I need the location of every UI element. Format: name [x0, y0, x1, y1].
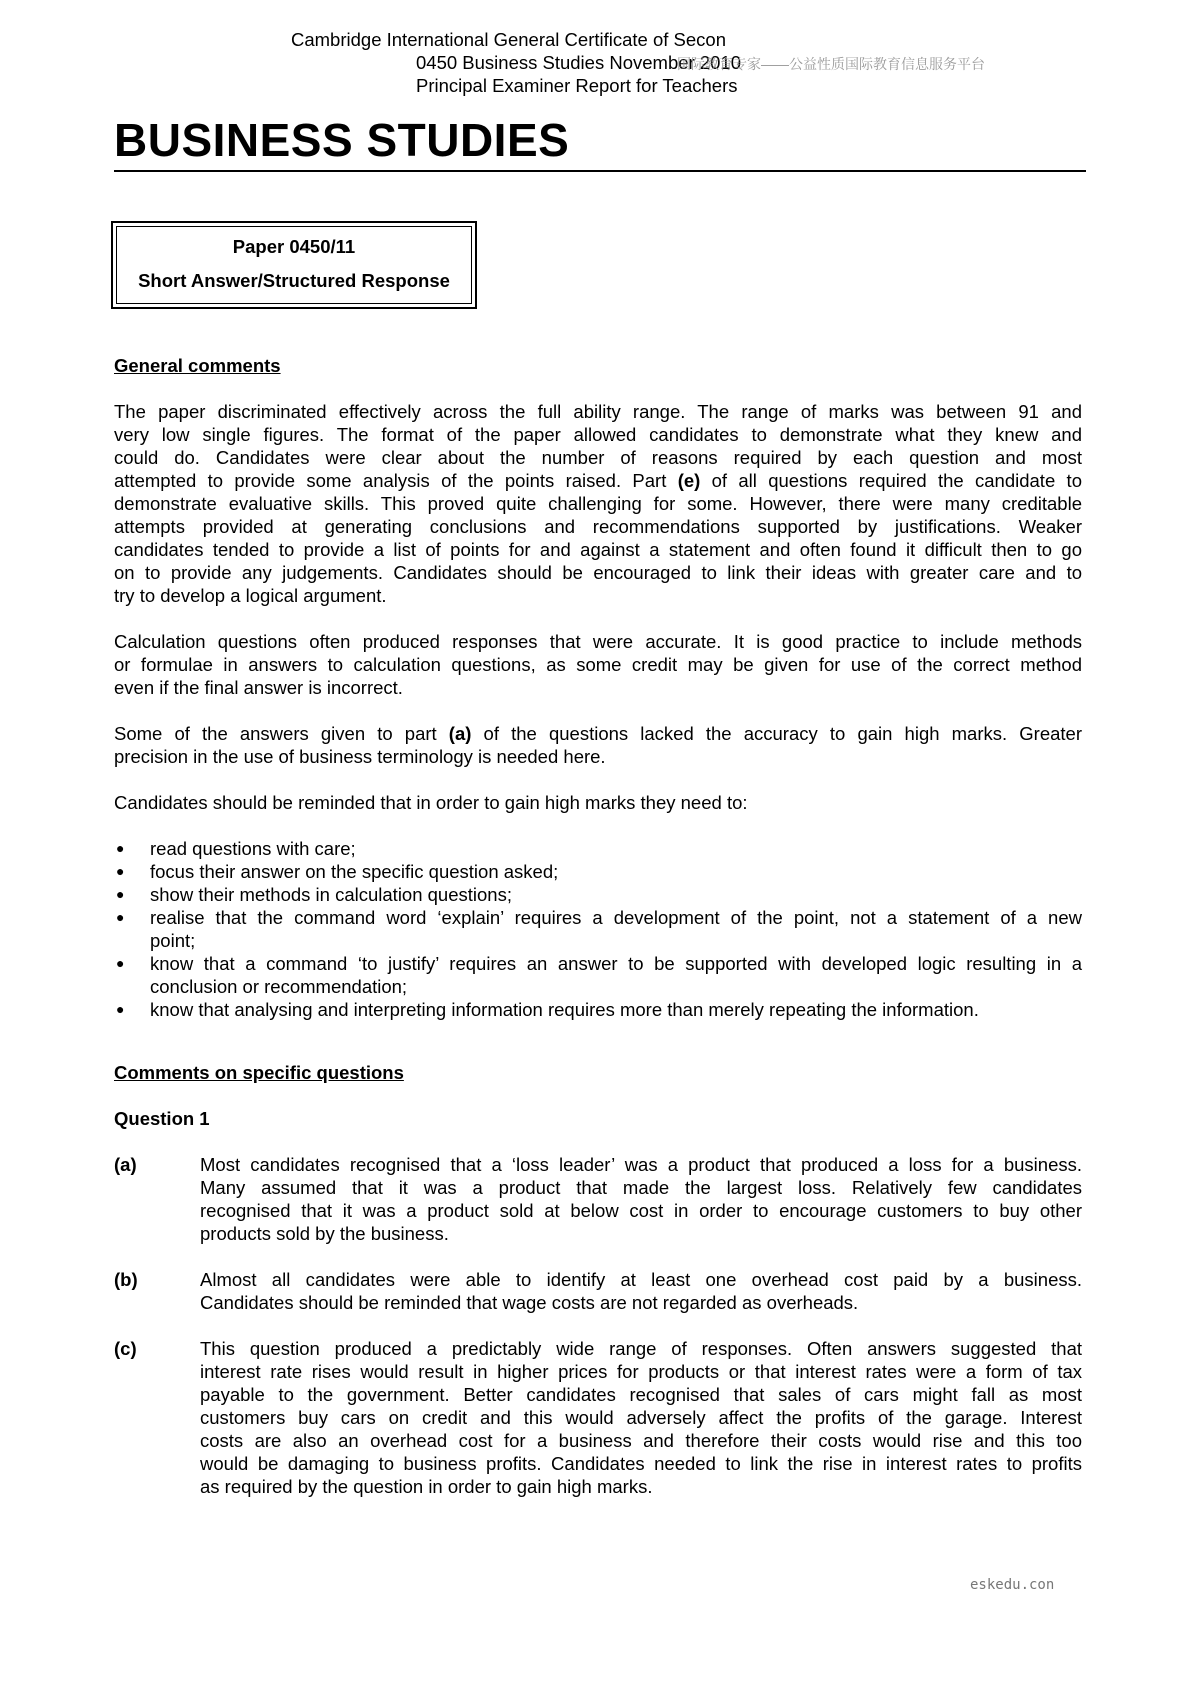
question-part-label: (a) — [114, 1154, 137, 1175]
paragraph-line: demonstrate evaluative skills. This proved quite challenging for some. However, there were many creditable — [114, 493, 1082, 514]
list-item-text: know that a command ‘to justify’ requires an answer to be supported with developed logic resulting in a — [150, 953, 1082, 974]
bullet-icon: ● — [116, 863, 125, 879]
paragraph-line: costs are also an overhead cost for a business and therefore their costs would rise and this too — [200, 1430, 1082, 1451]
paragraph-line: or formulae in answers to calculation questions, as some credit may be given for use of the correct method — [114, 654, 1082, 675]
bullet-icon: ● — [116, 955, 125, 971]
paper-type: Short Answer/Structured Response — [138, 270, 450, 291]
paragraph-line: on to provide any judgements. Candidates should be encouraged to link their ideas with greater care and to — [114, 562, 1082, 583]
paragraph-line: as required by the question in order to gain high marks. — [200, 1476, 653, 1497]
bullet-icon: ● — [116, 1001, 125, 1017]
paragraph-line: attempts provided at generating conclusions and recommendations supported by justifications. Weaker — [114, 516, 1082, 537]
paragraph-line: recognised that it was a product sold at below cost in order to encourage customers to buy other — [200, 1200, 1082, 1221]
general-comments-heading: General comments — [114, 355, 281, 376]
bullet-icon: ● — [116, 886, 125, 902]
paragraph-line: Many assumed that it was a product that made the largest loss. Relatively few candidates — [200, 1177, 1082, 1198]
paragraph-line: candidates tended to provide a list of points for and against a statement and often found it difficult then to go — [114, 539, 1082, 560]
question-part-body — [200, 1153, 1082, 1245]
paragraph-line: try to develop a logical argument. — [114, 585, 387, 606]
list-item — [114, 837, 1082, 860]
question-part-label: (c) — [114, 1338, 137, 1359]
question-1-title: Question 1 — [114, 1108, 210, 1129]
paragraph-line: customers buy cars on credit and this would adversely affect the profits of the garage. Interest — [200, 1407, 1082, 1428]
paragraph-line: precision in the use of business terminology is needed here. — [114, 746, 606, 767]
question-part-label: (b) — [114, 1269, 138, 1290]
specific-comments-heading: Comments on specific questions — [114, 1062, 404, 1083]
paragraph-line: Calculation questions often produced responses that were accurate. It is good practice to include methods — [114, 631, 1082, 652]
bullet-icon: ● — [116, 909, 125, 925]
list-item-text: realise that the command word ‘explain’ requires a development of the point, not a statement of a new — [150, 907, 1082, 928]
question-part-body — [200, 1268, 1082, 1314]
paragraph-line: interest rate rises would result in higher prices for products or that interest rates were a form of tax — [200, 1361, 1082, 1382]
list-item — [114, 998, 1082, 1021]
paragraph-line: would be damaging to business profits. Candidates needed to link the rise in interest rates to profits — [200, 1453, 1082, 1474]
title-rule — [114, 170, 1086, 172]
list-item-text: conclusion or recommendation; — [150, 976, 408, 997]
question-part-body — [200, 1337, 1082, 1498]
paragraph-line: Candidates should be reminded that wage costs are not regarded as overheads. — [200, 1292, 859, 1313]
requirements-list — [114, 837, 1082, 1021]
general-paragraph-1 — [114, 400, 1082, 607]
list-item — [114, 883, 1082, 906]
general-paragraph-3 — [114, 722, 1082, 768]
paragraph-line: attempted to provide some analysis of the points raised. Part (e) of all questions required the candidate to — [114, 470, 1082, 491]
list-item — [114, 860, 1082, 883]
paragraph-line: products sold by the business. — [200, 1223, 449, 1244]
paragraph-line: Almost all candidates were able to identify at least one overhead cost paid by a business. — [200, 1269, 1082, 1290]
paragraph-line: could do. Candidates were clear about the number of reasons required by each question and most — [114, 447, 1082, 468]
paragraph-line: The paper discriminated effectively across the full ability range. The range of marks was between 91 and — [114, 401, 1082, 422]
header-line-1: Cambridge International General Certificate of Secon — [291, 29, 726, 50]
source-footer: eskedu.con — [970, 1577, 1055, 1593]
paragraph-line: very low single figures. The format of the paper allowed candidates to demonstrate what they knew and — [114, 424, 1082, 445]
list-item-text: show their methods in calculation questions; — [150, 884, 512, 905]
bullet-icon: ● — [116, 840, 125, 856]
watermark-text: 国际教育专家——公益性质国际教育信息服务平台 — [677, 56, 985, 72]
header-line-2: 0450 Business Studies November 2010 — [416, 52, 741, 73]
header-line-3: Principal Examiner Report for Teachers — [416, 75, 738, 96]
list-item — [114, 906, 1082, 952]
paragraph-line: Candidates should be reminded that in order to gain high marks they need to: — [114, 792, 748, 813]
general-paragraph-2 — [114, 630, 1082, 699]
paper-number: Paper 0450/11 — [232, 236, 356, 257]
paragraph-line: even if the final answer is incorrect. — [114, 677, 403, 698]
document-title: BUSINESS STUDIES — [114, 114, 570, 166]
list-item-text: read questions with care; — [150, 838, 356, 859]
paragraph-line: This question produced a predictably wide range of responses. Often answers suggested that — [200, 1338, 1082, 1359]
paragraph-line: Most candidates recognised that a ‘loss leader’ was a product that produced a loss for a business. — [200, 1154, 1082, 1175]
list-item-text: focus their answer on the specific question asked; — [150, 861, 559, 882]
list-item — [114, 952, 1082, 998]
paper-box — [111, 221, 477, 309]
paragraph-line: payable to the government. Better candidates recognised that sales of cars might fall as most — [200, 1384, 1082, 1405]
paragraph-line: Some of the answers given to part (a) of the questions lacked the accuracy to gain high marks. Greater — [114, 723, 1082, 744]
general-paragraph-4 — [114, 791, 1082, 814]
list-item-text: point; — [150, 930, 196, 951]
list-item-text: know that analysing and interpreting information requires more than merely repeating the information. — [150, 999, 979, 1020]
